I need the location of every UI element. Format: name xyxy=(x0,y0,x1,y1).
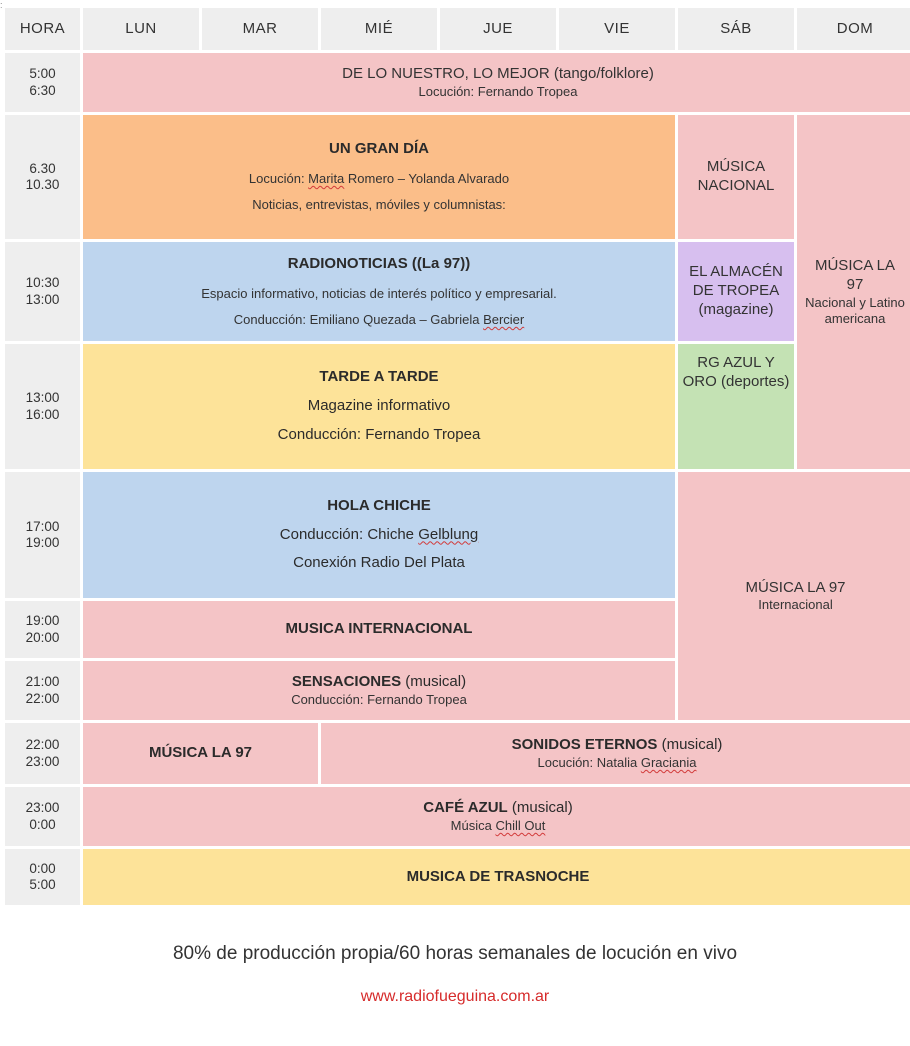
header-mie xyxy=(321,8,437,50)
header-day-label: SÁB xyxy=(720,19,752,37)
program-description: Conexión Radio Del Plata xyxy=(293,554,465,572)
time-slot xyxy=(5,242,80,341)
header-day-label: MAR xyxy=(242,19,278,37)
program-description: Noticias, entrevistas, móviles y columnistas: xyxy=(252,197,506,213)
program-lo-nuestro xyxy=(83,53,910,112)
program-title: HOLA CHICHE xyxy=(327,496,431,514)
time-start: 23:00 xyxy=(25,800,60,816)
program-title: TARDE A TARDE xyxy=(319,368,439,386)
program-title-rest: (musical) xyxy=(657,736,723,753)
program-title: MÚSICA NACIONAL xyxy=(697,158,775,194)
time-slot xyxy=(5,661,80,720)
program-title: DE LO NUESTRO, LO MEJOR (tango/folklore) xyxy=(342,65,654,82)
program-host xyxy=(249,171,509,187)
header-day-label: MIÉ xyxy=(364,19,394,37)
program-title: MUSICA DE TRASNOCHE xyxy=(406,867,590,885)
time-start: 5:00 xyxy=(29,66,56,82)
program-sensaciones xyxy=(83,661,675,720)
header-hora-label: HORA xyxy=(19,19,66,37)
host-name-marked: Graciania xyxy=(640,754,697,770)
description-prefix: Música xyxy=(450,817,496,833)
time-end: 23:00 xyxy=(25,753,60,769)
program-gran-dia xyxy=(83,115,675,239)
schedule-grid xyxy=(5,8,909,899)
program-radionoticias xyxy=(83,242,675,341)
program-title: EL ALMACÉN DE TROPEA (magazine) xyxy=(689,263,783,318)
program-hola-chiche xyxy=(83,472,675,598)
corner-mark: : xyxy=(0,0,3,10)
program-tarde-a-tarde xyxy=(83,344,675,469)
header-sab xyxy=(678,8,794,50)
host-prefix: Conducción: Chiche xyxy=(279,525,419,543)
program-title: MÚSICA LA 97 xyxy=(814,257,896,293)
footer-url-link[interactable]: www.radiofueguina.com.ar xyxy=(360,988,550,1005)
program-title-rest: (musical) xyxy=(401,673,467,690)
program-title: MÚSICA LA 97 xyxy=(745,578,846,596)
program-host xyxy=(234,312,525,328)
header-day-label: DOM xyxy=(836,19,874,37)
time-slot xyxy=(5,344,80,469)
time-slot xyxy=(5,53,80,112)
program-musica-97-dom xyxy=(797,115,910,469)
program-host xyxy=(538,755,697,771)
header-mar xyxy=(202,8,318,50)
program-sonidos-eternos xyxy=(321,723,910,784)
program-description: Nacional y Latinoamericana xyxy=(805,294,905,326)
program-rg-azul xyxy=(678,344,794,469)
program-host xyxy=(280,526,478,545)
time-end: 0:00 xyxy=(29,816,56,832)
time-slot xyxy=(5,601,80,658)
time-start: 0:00 xyxy=(29,860,56,876)
header-day-label: VIE xyxy=(604,19,630,37)
program-title xyxy=(423,799,572,818)
time-end: 16:00 xyxy=(25,406,60,422)
program-title: RG AZUL Y ORO (deportes) xyxy=(682,354,790,390)
time-slot xyxy=(5,849,80,905)
header-dom xyxy=(797,8,910,50)
program-title xyxy=(292,673,466,692)
header-day-label: LUN xyxy=(125,19,157,37)
time-start: 6.30 xyxy=(29,160,56,176)
time-start: 22:00 xyxy=(25,737,60,753)
time-start: 10:30 xyxy=(25,275,60,291)
program-musica-internacional xyxy=(83,601,675,658)
time-start: 19:00 xyxy=(25,613,60,629)
program-musica-97-lun xyxy=(83,723,318,784)
program-host: Conducción: Fernando Tropea xyxy=(291,691,467,707)
time-end: 6:30 xyxy=(29,82,56,98)
program-title: RADIONOTICIAS ((La 97)) xyxy=(287,254,471,272)
program-title xyxy=(512,736,723,755)
host-prefix: Locución: xyxy=(248,171,309,187)
description-marked: Chill Out xyxy=(495,817,546,833)
time-end: 13:00 xyxy=(25,291,60,307)
program-host: Conducción: Fernando Tropea xyxy=(277,425,481,443)
time-end: 5:00 xyxy=(29,877,56,892)
host-prefix: Conducción: Emiliano Quezada – Gabriela xyxy=(233,311,484,327)
program-trasnoche xyxy=(83,849,910,905)
time-start: 13:00 xyxy=(25,390,60,406)
time-end: 10.30 xyxy=(25,177,60,192)
program-description: Internacional xyxy=(758,597,833,613)
host-name-marked: Bercier xyxy=(483,311,525,327)
time-end: 20:00 xyxy=(25,629,60,645)
time-slot xyxy=(5,723,80,784)
program-musica-nacional xyxy=(678,115,794,239)
program-host: Locución: Fernando Tropea xyxy=(418,83,578,99)
header-jue xyxy=(440,8,556,50)
time-end: 22:00 xyxy=(25,690,60,706)
program-title: MÚSICA LA 97 xyxy=(148,744,253,762)
program-description xyxy=(451,818,546,834)
program-title-bold: SENSACIONES xyxy=(291,673,402,690)
host-name-marked: Gelblung xyxy=(418,525,479,543)
header-lun xyxy=(83,8,199,50)
program-title-rest: (musical) xyxy=(507,799,573,816)
program-cafe-azul xyxy=(83,787,910,846)
program-musica-97-intl xyxy=(678,472,910,720)
program-title-bold: SONIDOS ETERNOS xyxy=(511,736,658,753)
program-description: Magazine informativo xyxy=(307,397,451,415)
time-slot xyxy=(5,787,80,846)
time-start: 17:00 xyxy=(25,518,60,534)
footer-note: 80% de producción propia/60 horas semanales de locución en vivo xyxy=(172,943,738,964)
time-slot xyxy=(5,472,80,598)
program-title-bold: CAFÉ AZUL xyxy=(423,799,508,816)
time-slot xyxy=(5,115,80,239)
header-day-label: JUE xyxy=(483,19,513,37)
program-title: UN GRAN DÍA xyxy=(329,140,429,158)
program-description: Espacio informativo, noticias de interés político y empresarial. xyxy=(201,285,557,301)
host-suffix: Romero – Yolanda Alvarado xyxy=(344,171,510,187)
time-start: 21:00 xyxy=(25,674,60,690)
program-title: MUSICA INTERNACIONAL xyxy=(285,620,473,638)
header-hora xyxy=(5,8,80,50)
time-end: 19:00 xyxy=(25,535,60,550)
host-name-marked: Marita xyxy=(308,171,345,187)
header-vie xyxy=(559,8,675,50)
program-almacen xyxy=(678,242,794,341)
host-prefix: Locución: Natalia xyxy=(537,754,641,770)
